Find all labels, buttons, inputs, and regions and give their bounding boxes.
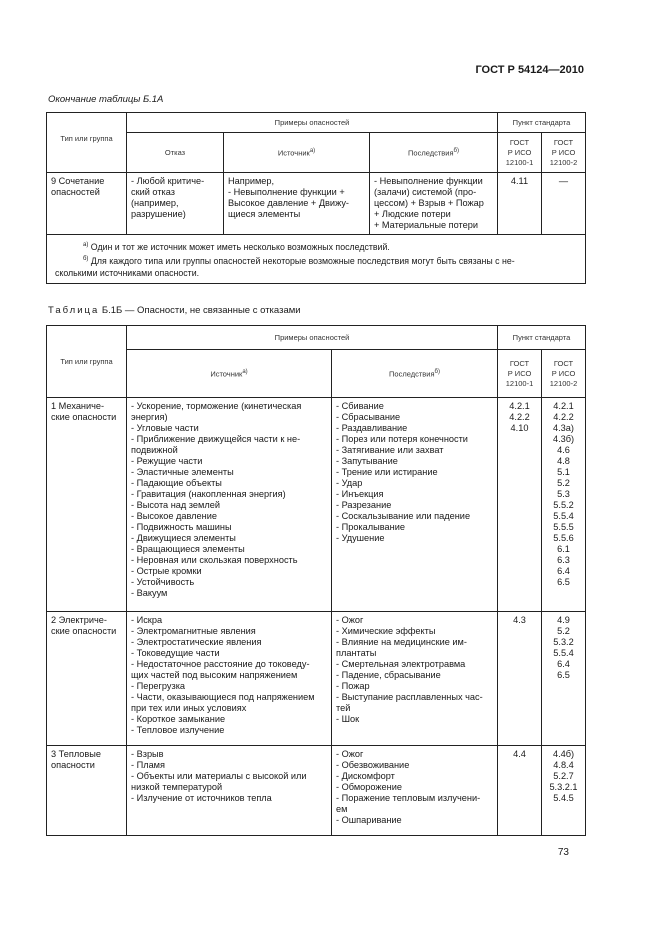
footnote-b: $^{б)}$ Для каждого типа или группы опасностей некоторые возможные последствия могут быть связаны с не- сколькими источниками опасности. [55, 255, 515, 278]
table1-header-std2: ГОСТ Р ИСО 12100-2 [542, 133, 586, 173]
row-type: 2 Электриче- ские опасности [47, 612, 127, 746]
table1-header-source: Источник$^{а)}$ [224, 133, 370, 173]
table1 [46, 112, 586, 284]
table2-header-std1: ГОСТ Р ИСО 12100-1 [498, 350, 542, 398]
row-source: - Взрыв - Пламя - Объекты или материалы с высокой или низкой температурой - Излучение от источников тепла [127, 746, 332, 836]
table-row [47, 398, 586, 612]
table1-row-source: Например, - Невыполнение функции + Высокое давление + Движу- щиеся элементы [224, 173, 370, 235]
row-consequences: - Сбивание - Сбрасывание - Раздавливание - Порез или потеря конечности - Затягивание или захват - Запутывание - Трение или истирание - Удар - Инъекция - Разрезание - Соскальзывание или падение - Прокалывание - Удушение [332, 398, 498, 612]
table1-caption: Окончание таблицы Б.1А [48, 94, 164, 105]
table2-caption: Таблица Б.1Б — Опасности, не связанные с отказами [48, 305, 301, 316]
table2 [46, 325, 586, 836]
table1-header-clause: Пункт стандарта [498, 113, 586, 133]
row-consequences: - Ожог - Химические эффекты - Влияние на медицинские им- плантаты - Смертельная электротравма - Падение, сбрасывание - Пожар - Выступание расплавленных час- тей - Шок [332, 612, 498, 746]
table1-header-type: Тип или группа [47, 113, 127, 173]
table1-header-failure: Отказ [127, 133, 224, 173]
row-std2: 4.4б) 4.8.4 5.2.7 5.3.2.1 5.4.5 [542, 746, 586, 836]
table1-row-type: 9 Сочетание опасностей [47, 173, 127, 235]
table2-header-examples: Примеры опасностей [127, 326, 498, 350]
page-number: 73 [557, 847, 569, 858]
row-std2: 4.2.1 4.2.2 4.3а) 4.3б) 4.6 4.8 5.1 5.2 5.3 5.5.2 5.5.4 5.5.5 5.5.6 6.1 6.3 6.4 6.5 [542, 398, 586, 612]
row-std1: 4.2.1 4.2.2 4.10 [498, 398, 542, 612]
table1-footnotes [47, 235, 586, 284]
table1-row-std1: 4.11 [498, 173, 542, 235]
table2-header-clause: Пункт стандарта [498, 326, 586, 350]
table1-row-consequences: - Невыполнение функции (залачи) системой (про- цессом) + Взрыв + Пожар + Людские потери + Материальные потери [370, 173, 498, 235]
table1-header-consequences: Последствия$^{б)}$ [370, 133, 498, 173]
table2-header-type: Тип или группа [47, 326, 127, 398]
row-source: - Ускорение, торможение (кинетическая энергия) - Угловые части - Приближение движущейся части к не- подвижной - Режущие части - Эластичные элементы - Падающие объекты - Гравитация (накопленная энергия) - Высота над землей - Высокое давление - Подвижность машины - Движущиеся элементы - Вращающиеся элементы - Неровная или скользкая поверхность - Острые кромки - Устойчивость - Вакуум [127, 398, 332, 612]
row-std1: 4.3 [498, 612, 542, 746]
table1-row-std2: — [542, 173, 586, 235]
table-row [47, 612, 586, 746]
table2-header-std2: ГОСТ Р ИСО 12100-2 [542, 350, 586, 398]
footnote-a: $^{а)}$ Один и тот же источник может иметь несколько возможных последствий. [83, 241, 390, 252]
table2-header-consequences: Последствия$^{б)}$ [332, 350, 498, 398]
table-row [47, 746, 586, 836]
row-std2: 4.9 5.2 5.3.2 5.5.4 6.4 6.5 [542, 612, 586, 746]
row-std1: 4.4 [498, 746, 542, 836]
row-type: 3 Тепловые опасности [47, 746, 127, 836]
table1-row-failure: - Любой критиче- ский отказ (например, разрушение) [127, 173, 224, 235]
row-source: - Искра - Электромагнитные явления - Электростатические явления - Токоведущие части - Недостаточное расстояние до токоведу- щих частей под высоким напряжением - Перегрузка - Части, оказывающиеся под напряжением при тех или иных условиях - Короткое замыкание - Тепловое излучение [127, 612, 332, 746]
table-row [47, 173, 586, 235]
table1-header-examples: Примеры опасностей [127, 113, 498, 133]
table2-header-source: Источник$^{а)}$ [127, 350, 332, 398]
row-type: 1 Механиче- ские опасности [47, 398, 127, 612]
row-consequences: - Ожог - Обезвоживание - Дискомфорт - Обморожение - Поражение тепловым излучени- ем - Ошпаривание [332, 746, 498, 836]
standard-number: ГОСТ Р 54124—2010 [475, 64, 584, 76]
table1-header-std1: ГОСТ Р ИСО 12100-1 [498, 133, 542, 173]
